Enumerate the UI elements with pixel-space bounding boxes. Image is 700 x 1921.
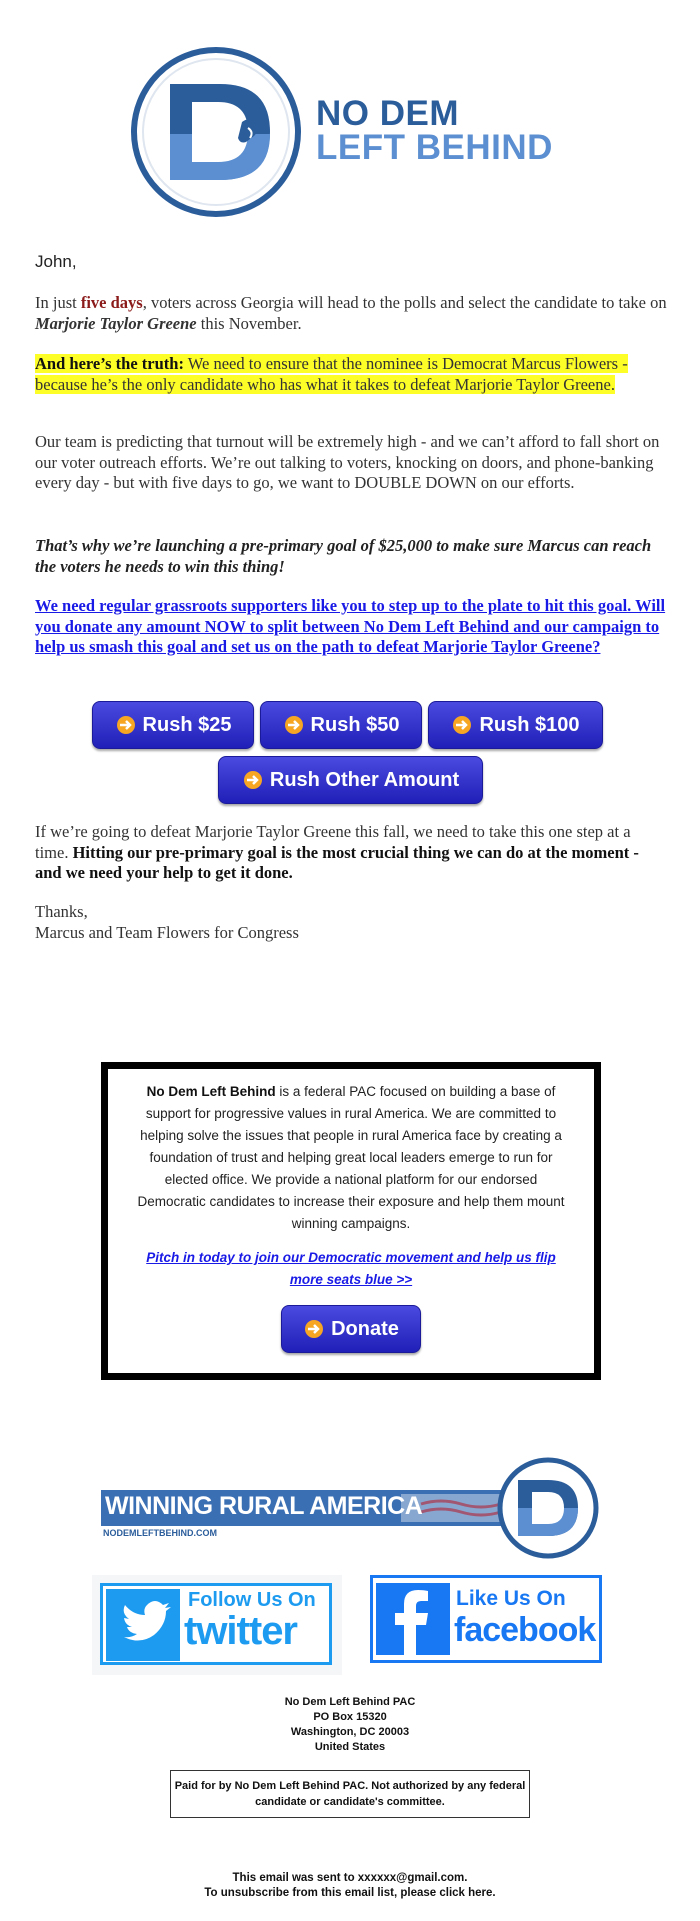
- d-logo-icon: [130, 38, 320, 228]
- donate-button[interactable]: Donate: [281, 1305, 421, 1353]
- twitter-line1: Follow Us On: [188, 1589, 316, 1611]
- twitter-line2: twitter: [184, 1609, 297, 1653]
- banner-url: NODEMLEFTBEHIND.COM: [103, 1528, 217, 1538]
- turnout-paragraph: Our team is predicting that turnout will be extremely high - and we can’t afford to fall short on our voter outreach efforts. We’re out talking to voters, knocking on doors, and phone-banking every day - but with five days to go, we want to DOUBLE DOWN on our efforts.: [35, 432, 660, 492]
- brand-name-line1: NO DEM: [316, 94, 459, 133]
- pointing-hand-icon: [303, 1318, 325, 1340]
- address-line1: No Dem Left Behind PAC: [284, 1696, 416, 1708]
- twitter-bird-icon: [106, 1589, 180, 1661]
- pointing-hand-icon: [242, 769, 264, 791]
- signature: Marcus and Team Flowers for Congress: [35, 922, 299, 942]
- pointing-hand-icon: [283, 714, 305, 736]
- header-logo[interactable]: [130, 38, 570, 228]
- email-footer: [0, 1871, 700, 1901]
- rush-50-button[interactable]: Rush $50: [260, 701, 422, 749]
- banner-title: WINNING RURAL AMERICA: [105, 1492, 423, 1520]
- address-line4: United States: [314, 1741, 386, 1753]
- salutation: John,: [35, 252, 77, 271]
- truth-paragraph: And here’s the truth: We need to ensure that the nominee is Democrat Marcus Flowers - because he’s the only candidate who has what it takes to defeat Marjorie Taylor Greene.: [35, 354, 628, 394]
- closing-paragraph: If we’re going to defeat Marjorie Taylor Greene this fall, we need to take this one step at a time. Hitting our pre-primary goal is the most crucial thing we can do at the moment - and we need your help to get it done.: [35, 822, 639, 882]
- paid-for-disclaimer: Paid for by No Dem Left Behind PAC. Not authorized by any federal candidate or candidate's committee.: [170, 1770, 530, 1818]
- signature-block: [35, 902, 667, 943]
- address-line3: Washington, DC 20003: [290, 1726, 410, 1738]
- rush-25-button[interactable]: Rush $25: [92, 701, 254, 749]
- facebook-line1: Like Us On: [456, 1587, 566, 1610]
- signoff: Thanks,: [35, 902, 88, 921]
- donate-appeal-link[interactable]: We need regular grassroots supporters like you to step up to the plate to hit this goal. Will you donate any amount NOW to split between No Dem Left Behind and our campaign to help us smash this goal and set us on the path to defeat Marjorie Taylor Greene?: [35, 596, 666, 656]
- facebook-f-icon: [376, 1583, 450, 1655]
- unsubscribe-link[interactable]: To unsubscribe from this email list, please click here.: [204, 1887, 496, 1899]
- facebook-line2: facebook: [454, 1611, 596, 1649]
- address-line2: PO Box 15320: [313, 1711, 387, 1723]
- mailing-address: [0, 1695, 700, 1755]
- brand-name-line2: LEFT BEHIND: [316, 128, 553, 167]
- about-pac-box: [101, 1062, 601, 1380]
- goal-paragraph: That’s why we’re launching a pre-primary goal of $25,000 to make sure Marcus can reach the voters he needs to win this thing!: [35, 536, 652, 576]
- twitter-follow-button[interactable]: [92, 1575, 342, 1675]
- pitch-in-link[interactable]: Pitch in today to join our Democratic movement and help us flip more seats blue >>: [146, 1250, 556, 1287]
- pointing-hand-icon: [451, 714, 473, 736]
- sent-to-text: This email was sent to xxxxxx@gmail.com.: [232, 1872, 468, 1884]
- facebook-like-button[interactable]: [370, 1575, 606, 1675]
- pointing-hand-icon: [115, 714, 137, 736]
- five-days-highlight: five days: [80, 293, 143, 312]
- intro-paragraph: In just five days, voters across Georgia will head to the polls and select the candidate to take on Marjorie Taylor Greene this November.: [35, 293, 667, 333]
- winning-rural-america-banner[interactable]: [101, 1456, 601, 1560]
- about-text: No Dem Left Behind is a federal PAC focused on building a base of support for progressive values in rural America. We are committed to helping solve the issues that people in rural America face by creating a foundation of trust and helping great local leaders emerge to run for elected office. We provide a national platform for our endorsed Democratic candidates to increase their exposure and help them mount winning campaigns.: [137, 1084, 565, 1231]
- rush-100-button[interactable]: Rush $100: [428, 701, 603, 749]
- rush-other-amount-button[interactable]: Rush Other Amount: [218, 756, 483, 804]
